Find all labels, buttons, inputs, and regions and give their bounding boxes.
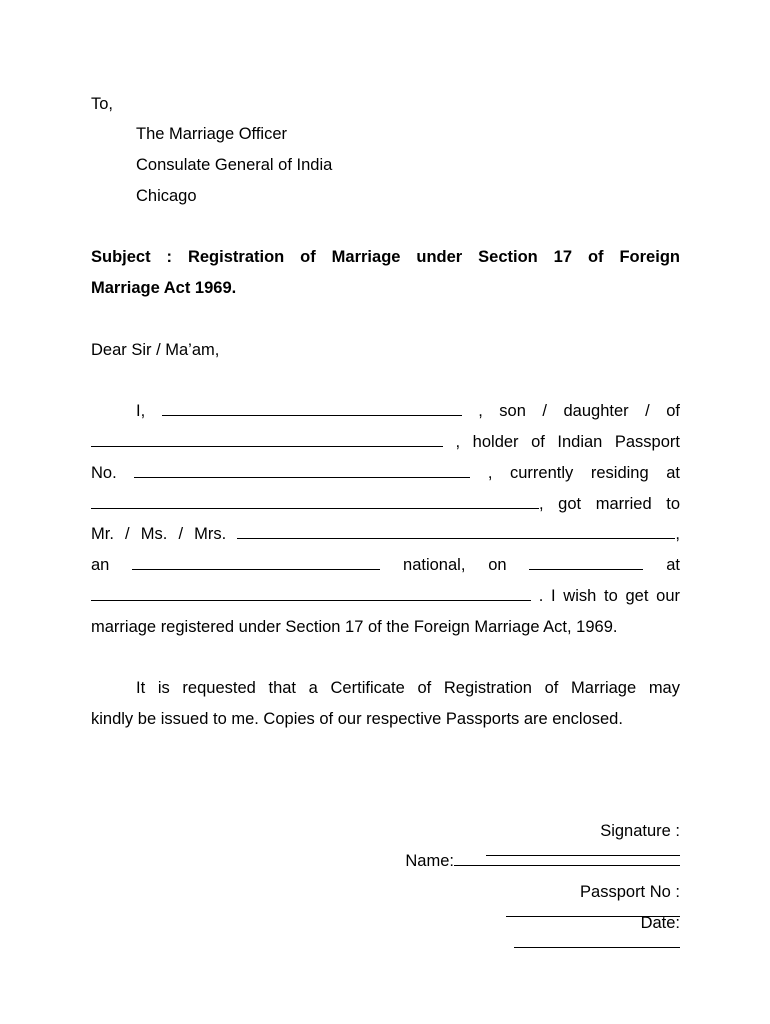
to-line: To, bbox=[91, 95, 114, 113]
address-line-1: The Marriage Officer bbox=[136, 125, 287, 143]
body-text: at bbox=[666, 556, 680, 574]
request-line-1: It is requested that a Certificate of Registration of Marriage may bbox=[136, 679, 680, 697]
request-line-2: kindly be issued to me. Copies of our respective Passports are enclosed. bbox=[91, 710, 623, 728]
passport-number-blank[interactable] bbox=[134, 463, 470, 478]
body-text: , currently residing at bbox=[487, 464, 680, 482]
body-line-3 bbox=[91, 463, 680, 483]
body-text: Mr. / Ms. / Mrs. bbox=[91, 525, 227, 543]
date-label: Date: bbox=[640, 914, 680, 932]
body-line-6 bbox=[91, 555, 680, 575]
nationality-blank[interactable] bbox=[132, 555, 380, 570]
address-blank[interactable] bbox=[91, 494, 539, 509]
parent-name-blank[interactable] bbox=[91, 432, 443, 447]
body-text: , son / daughter / of bbox=[478, 402, 680, 420]
body-line-4 bbox=[91, 494, 680, 514]
date-row bbox=[505, 893, 680, 953]
subject-label: Subject : bbox=[91, 248, 173, 266]
body-text: , got married to bbox=[539, 495, 680, 513]
body-line-5 bbox=[91, 524, 680, 544]
marriage-place-blank[interactable] bbox=[91, 586, 531, 601]
greeting: Dear Sir / Ma’am, bbox=[91, 341, 220, 359]
body-text: , holder of Indian Passport bbox=[455, 433, 680, 451]
body-line-2 bbox=[91, 432, 680, 452]
body-text: . I wish to get our bbox=[538, 587, 680, 605]
date-field[interactable] bbox=[514, 933, 680, 948]
signature-label: Signature : bbox=[600, 822, 680, 840]
passport-label: Passport No : bbox=[580, 883, 680, 901]
body-text: an bbox=[91, 556, 110, 574]
address-line-3: Chicago bbox=[136, 187, 197, 205]
body-line-8: marriage registered under Section 17 of the Foreign Marriage Act, 1969. bbox=[91, 618, 618, 636]
name-label: Name: bbox=[405, 852, 454, 870]
subject-line-2: Marriage Act 1969. bbox=[91, 279, 237, 297]
body-line-7 bbox=[91, 586, 680, 606]
body-text: national, on bbox=[403, 556, 507, 574]
subject-line-1 bbox=[91, 247, 680, 267]
body-text: No. bbox=[91, 464, 117, 482]
subject-text-1: Registration of Marriage under Section 17 of Foreign bbox=[187, 248, 680, 266]
spouse-name-blank[interactable] bbox=[237, 524, 675, 539]
name-blank[interactable] bbox=[162, 401, 462, 416]
body-line-1 bbox=[136, 401, 680, 421]
marriage-date-blank[interactable] bbox=[529, 555, 643, 570]
body-text: , bbox=[675, 525, 680, 543]
address-line-2: Consulate General of India bbox=[136, 156, 333, 174]
body-text: I, bbox=[136, 402, 146, 420]
